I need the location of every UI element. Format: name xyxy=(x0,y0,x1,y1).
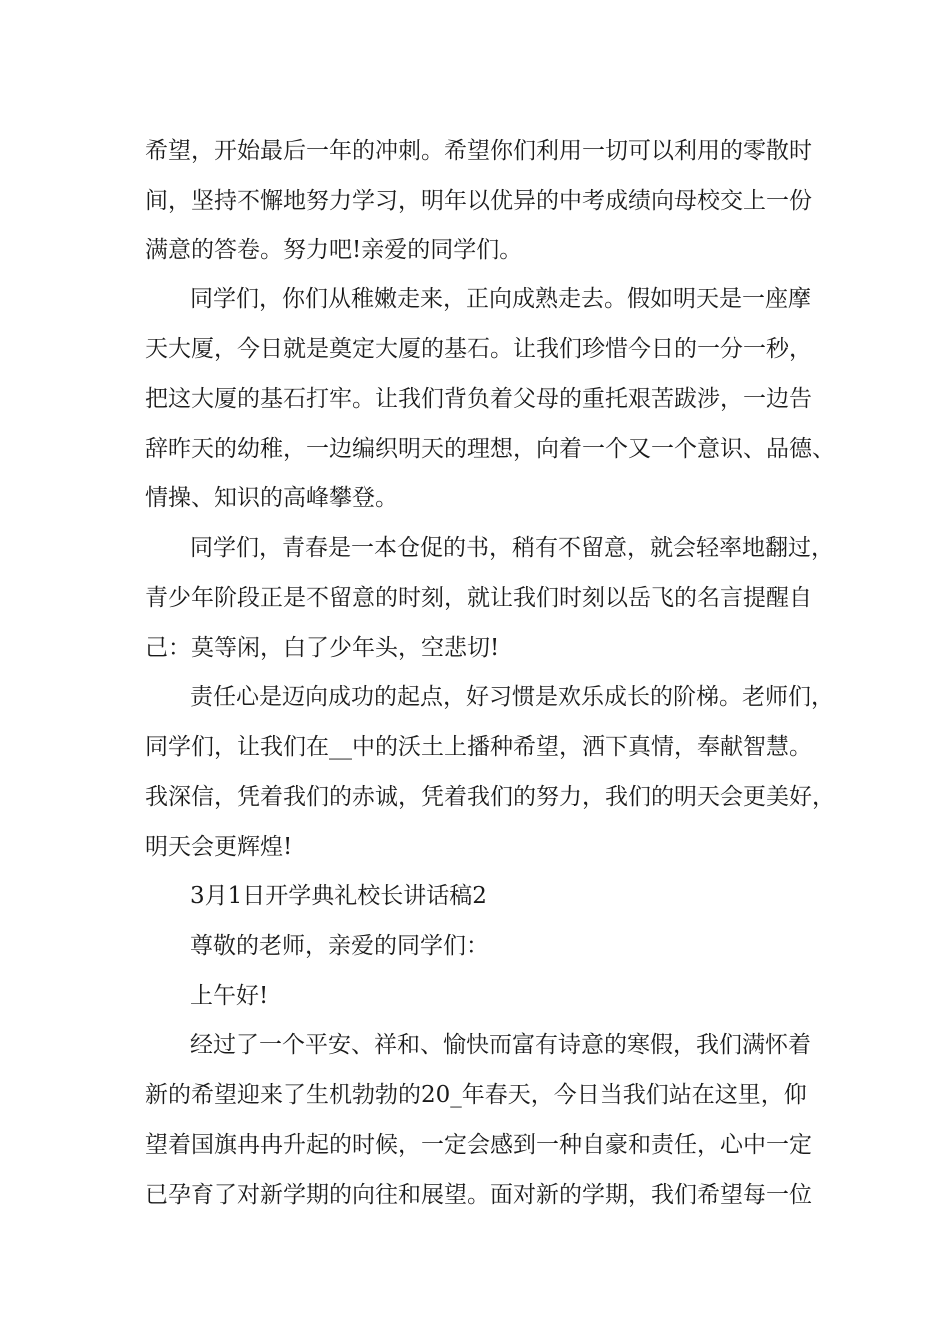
text-line: 同学们，青春是一本仓促的书，稍有不留意，就会轻率地翻过， xyxy=(190,535,834,561)
text-line: 同学们，你们从稚嫩走来，正向成熟走去。假如明天是一座摩 xyxy=(190,286,811,312)
text-line: 己：莫等闲，白了少年头，空悲切! xyxy=(145,635,500,661)
text-line: 责任心是迈向成功的起点，好习惯是欢乐成长的阶梯。老师们， xyxy=(190,684,834,710)
text-line: 我深信，凭着我们的赤诚，凭着我们的努力，我们的明天会更美好， xyxy=(145,784,835,810)
text-line: 把这大厦的基石打牢。让我们背负着父母的重托艰苦跋涉，一边告 xyxy=(145,386,812,412)
text-line: 满意的答卷。努力吧!亲爱的同学们。 xyxy=(145,237,523,263)
text-line: 新的希望迎来了生机勃勃的20_年春天，今日当我们站在这里，仰 xyxy=(145,1082,807,1108)
text-line: 情操、知识的高峰攀登。 xyxy=(145,485,398,511)
text-line: 天大厦，今日就是奠定大厦的基石。让我们珍惜今日的一分一秒， xyxy=(145,336,812,362)
greeting: 上午好! xyxy=(190,983,269,1009)
text-line: 辞昨天的幼稚，一边编织明天的理想，向着一个又一个意识、品德、 xyxy=(145,436,835,462)
salutation: 尊敬的老师，亲爱的同学们： xyxy=(190,933,489,959)
text-line: 望着国旗冉冉升起的时候，一定会感到一种自豪和责任，心中一定 xyxy=(145,1132,812,1158)
text-line: 青少年阶段正是不留意的时刻，就让我们时刻以岳飞的名言提醒自 xyxy=(145,585,812,611)
text-line: 希望，开始最后一年的冲刺。希望你们利用一切可以利用的零散时 xyxy=(145,138,812,164)
text-line: 同学们，让我们在__中的沃土上播种希望，洒下真情，奉献智慧。 xyxy=(145,734,812,760)
section-heading: 3月1日开学典礼校长讲话稿2 xyxy=(190,883,487,909)
text-line: 经过了一个平安、祥和、愉快而富有诗意的寒假，我们满怀着 xyxy=(190,1032,811,1058)
text-line: 已孕育了对新学期的向往和展望。面对新的学期，我们希望每一位 xyxy=(145,1182,812,1208)
text-line: 间，坚持不懈地努力学习，明年以优异的中考成绩向母校交上一份 xyxy=(145,188,812,214)
text-line: 明天会更辉煌! xyxy=(145,834,293,860)
